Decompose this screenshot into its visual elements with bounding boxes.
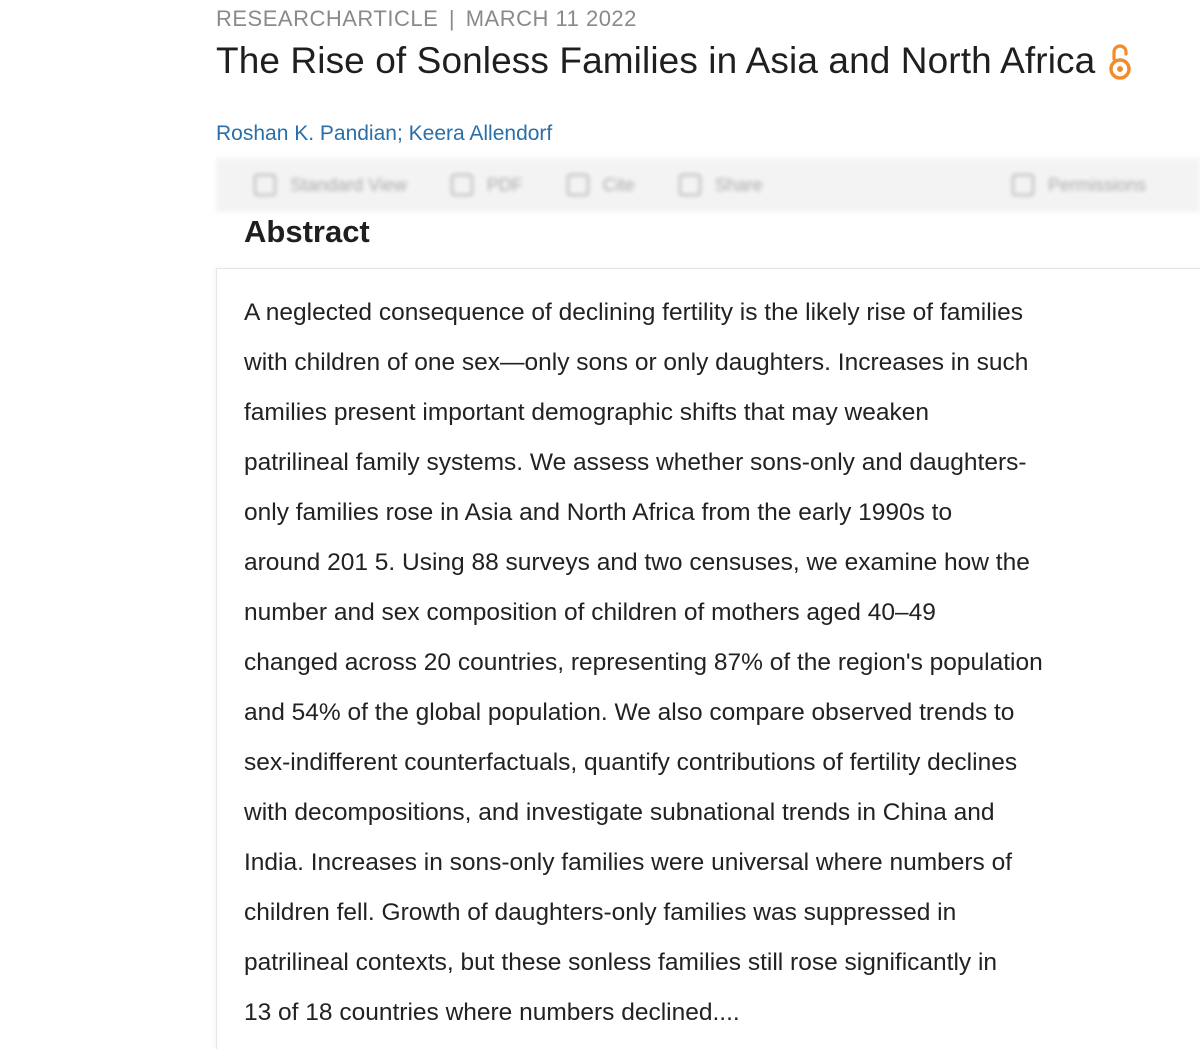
abstract-line: only families rose in Asia and North Africa from the early 1990s to bbox=[244, 499, 953, 526]
permissions-button[interactable] bbox=[1012, 174, 1146, 196]
share-icon bbox=[679, 174, 701, 196]
author-list bbox=[216, 122, 552, 146]
abstract-line: sex-indifferent counterfactuals, quantify contributions of fertility declines bbox=[244, 749, 1018, 776]
abstract-line: patrilineal family systems. We assess whether sons-only and daughters- bbox=[244, 449, 1027, 476]
article-title: The Rise of Sonless Families in Asia and North Africa bbox=[216, 40, 1096, 81]
tool-label: PDF bbox=[486, 174, 523, 195]
abstract-line: with decompositions, and investigate subnational trends in China and bbox=[244, 799, 995, 826]
abstract-line: A neglected consequence of declining fertility is the likely rise of families bbox=[244, 299, 1023, 326]
abstract-line: with children of one sex—only sons or only daughters. Increases in such bbox=[244, 349, 1029, 376]
quote-icon bbox=[567, 174, 589, 196]
author-link[interactable]: Keera Allendorf bbox=[408, 122, 553, 145]
cite-button[interactable] bbox=[567, 174, 635, 196]
share-button[interactable] bbox=[679, 174, 763, 196]
permissions-icon bbox=[1012, 174, 1034, 196]
pdf-icon bbox=[451, 174, 473, 196]
abstract-line: changed across 20 countries, representing 87% of the region's population bbox=[244, 649, 1043, 676]
open-access-icon bbox=[1107, 41, 1133, 81]
article-date: MARCH 11 2022 bbox=[465, 6, 637, 31]
standard-view-button[interactable] bbox=[254, 174, 407, 196]
meta-separator: | bbox=[448, 6, 456, 31]
article-meta bbox=[216, 6, 637, 32]
title-row bbox=[216, 40, 1133, 82]
abstract-line: 13 of 18 countries where numbers declined.... bbox=[244, 999, 740, 1026]
abstract-line: children fell. Growth of daughters-only families was suppressed in bbox=[244, 899, 957, 926]
author-link[interactable]: Roshan K. Pandian bbox=[216, 122, 397, 145]
abstract-body bbox=[244, 288, 1184, 1038]
article-type: RESEARCHARTICLE bbox=[216, 6, 439, 31]
document-icon bbox=[254, 174, 276, 196]
abstract-line: patrilineal contexts, but these sonless families still rose significantly in bbox=[244, 949, 998, 976]
abstract-line: families present important demographic shifts that may weaken bbox=[244, 399, 929, 426]
abstract-line: around 201 5. Using 88 surveys and two censuses, we examine how the bbox=[244, 549, 1030, 576]
abstract-line: and 54% of the global population. We also compare observed trends to bbox=[244, 699, 1015, 726]
abstract-line: number and sex composition of children of mothers aged 40–49 bbox=[244, 599, 936, 626]
tool-label: Cite bbox=[602, 174, 635, 195]
abstract-heading: Abstract bbox=[244, 214, 370, 249]
tool-label: Standard View bbox=[290, 174, 407, 195]
author-separator: ; bbox=[396, 122, 403, 145]
abstract-line: India. Increases in sons-only families were universal where numbers of bbox=[244, 849, 1013, 876]
tool-label: Permissions bbox=[1047, 174, 1146, 195]
article-toolbar bbox=[216, 158, 1200, 212]
pdf-button[interactable] bbox=[451, 174, 523, 196]
tool-label: Share bbox=[714, 174, 763, 195]
